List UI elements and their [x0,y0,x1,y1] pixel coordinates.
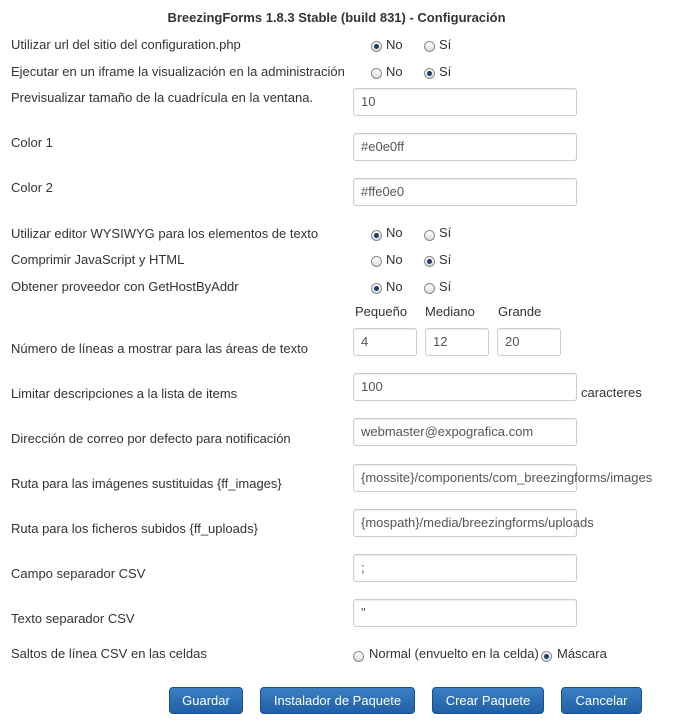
textarea-lines-medium-input[interactable]: 12 [425,328,489,356]
iframe-admin-si-radio[interactable] [424,68,435,79]
csv-linebreaks-mask-text: Máscara [557,646,607,661]
compress-js-si-radio[interactable] [424,256,435,267]
compress-js-label: Comprimir JavaScript y HTML [11,252,185,267]
wysiwyg-no-text: No [386,225,403,240]
wysiwyg-si-text: Sí [439,225,452,240]
iframe-admin-no-radio[interactable] [371,68,382,79]
csv-linebreaks-label: Saltos de línea CSV en las celdas [11,646,207,661]
csv-text-sep-input[interactable]: " [353,599,577,627]
csv-field-sep-input[interactable]: ; [353,554,577,582]
textarea-lines-large-input[interactable]: 20 [497,328,561,356]
csv-linebreaks-normal-text: Normal (envuelto en la celda) [369,646,539,661]
compress-js-no-text: No [386,252,403,267]
grid-preview-label: Previsualizar tamaño de la cuadrícula en la ventana. [11,90,314,105]
images-path-input[interactable]: {mossite}/components/com_breezingforms/images [353,464,577,492]
compress-js-no-radio[interactable] [371,256,382,267]
gethostbyaddr-si-text: Sí [439,279,452,294]
wysiwyg-no-radio[interactable] [371,230,382,241]
col-header-small: Pequeño [355,304,408,319]
col-header-large: Grande [498,304,542,319]
create-package-button[interactable]: Crear Paquete [432,687,544,714]
color1-input[interactable]: #e0e0ff [353,133,577,161]
save-button[interactable]: Guardar [169,687,243,714]
iframe-admin-si-text: Sí [439,64,452,79]
compress-js-si-text: Sí [439,252,452,267]
textarea-lines-small-input[interactable]: 4 [353,328,417,356]
limit-desc-label: Limitar descripciones a la lista de items [11,386,238,401]
images-path-label: Ruta para las imágenes sustituidas {ff_images} [11,476,282,491]
grid-preview-input[interactable]: 10 [353,88,577,116]
limit-desc-suffix: caracteres [581,385,642,400]
gethostbyaddr-si-radio[interactable] [424,283,435,294]
iframe-admin-no-text: No [386,64,403,79]
limit-desc-input[interactable]: 100 [353,373,577,401]
uploads-path-input[interactable]: {mospath}/media/breezingforms/uploads [353,509,577,537]
cancel-button[interactable]: Cancelar [561,687,642,714]
package-installer-button[interactable]: Instalador de Paquete [260,687,415,714]
color1-label: Color 1 [11,135,53,150]
gethostbyaddr-no-text: No [386,279,403,294]
color2-input[interactable]: #ffe0e0 [353,178,577,206]
col-header-medium: Mediano [425,304,475,319]
iframe-admin-label: Ejecutar en un iframe la visualización en la administración [11,64,345,79]
textarea-lines-label: Número de líneas a mostrar para las áreas de texto [11,341,308,356]
csv-linebreaks-normal-radio[interactable] [353,651,364,662]
color2-label: Color 2 [11,180,53,195]
gethostbyaddr-label: Obtener proveedor con GetHostByAddr [11,279,239,294]
use-site-url-label: Utilizar url del sitio del configuration.php [11,37,241,52]
use-site-url-si-radio[interactable] [424,41,435,52]
use-site-url-no-radio[interactable] [371,41,382,52]
gethostbyaddr-no-radio[interactable] [371,283,382,294]
use-site-url-si-text: Sí [439,37,452,52]
uploads-path-label: Ruta para los ficheros subidos {ff_uploads} [11,521,258,536]
use-site-url-no-text: No [386,37,403,52]
default-email-label: Dirección de correo por defecto para notificación [11,431,291,446]
csv-linebreaks-mask-radio[interactable] [541,651,552,662]
wysiwyg-label: Utilizar editor WYSIWYG para los elementos de texto [11,226,319,241]
csv-field-sep-label: Campo separador CSV [11,566,146,581]
csv-text-sep-label: Texto separador CSV [11,611,135,626]
wysiwyg-si-radio[interactable] [424,230,435,241]
page-title: BreezingForms 1.8.3 Stable (build 831) - Configuración [167,10,506,25]
default-email-input[interactable]: webmaster@expografica.com [353,418,577,446]
